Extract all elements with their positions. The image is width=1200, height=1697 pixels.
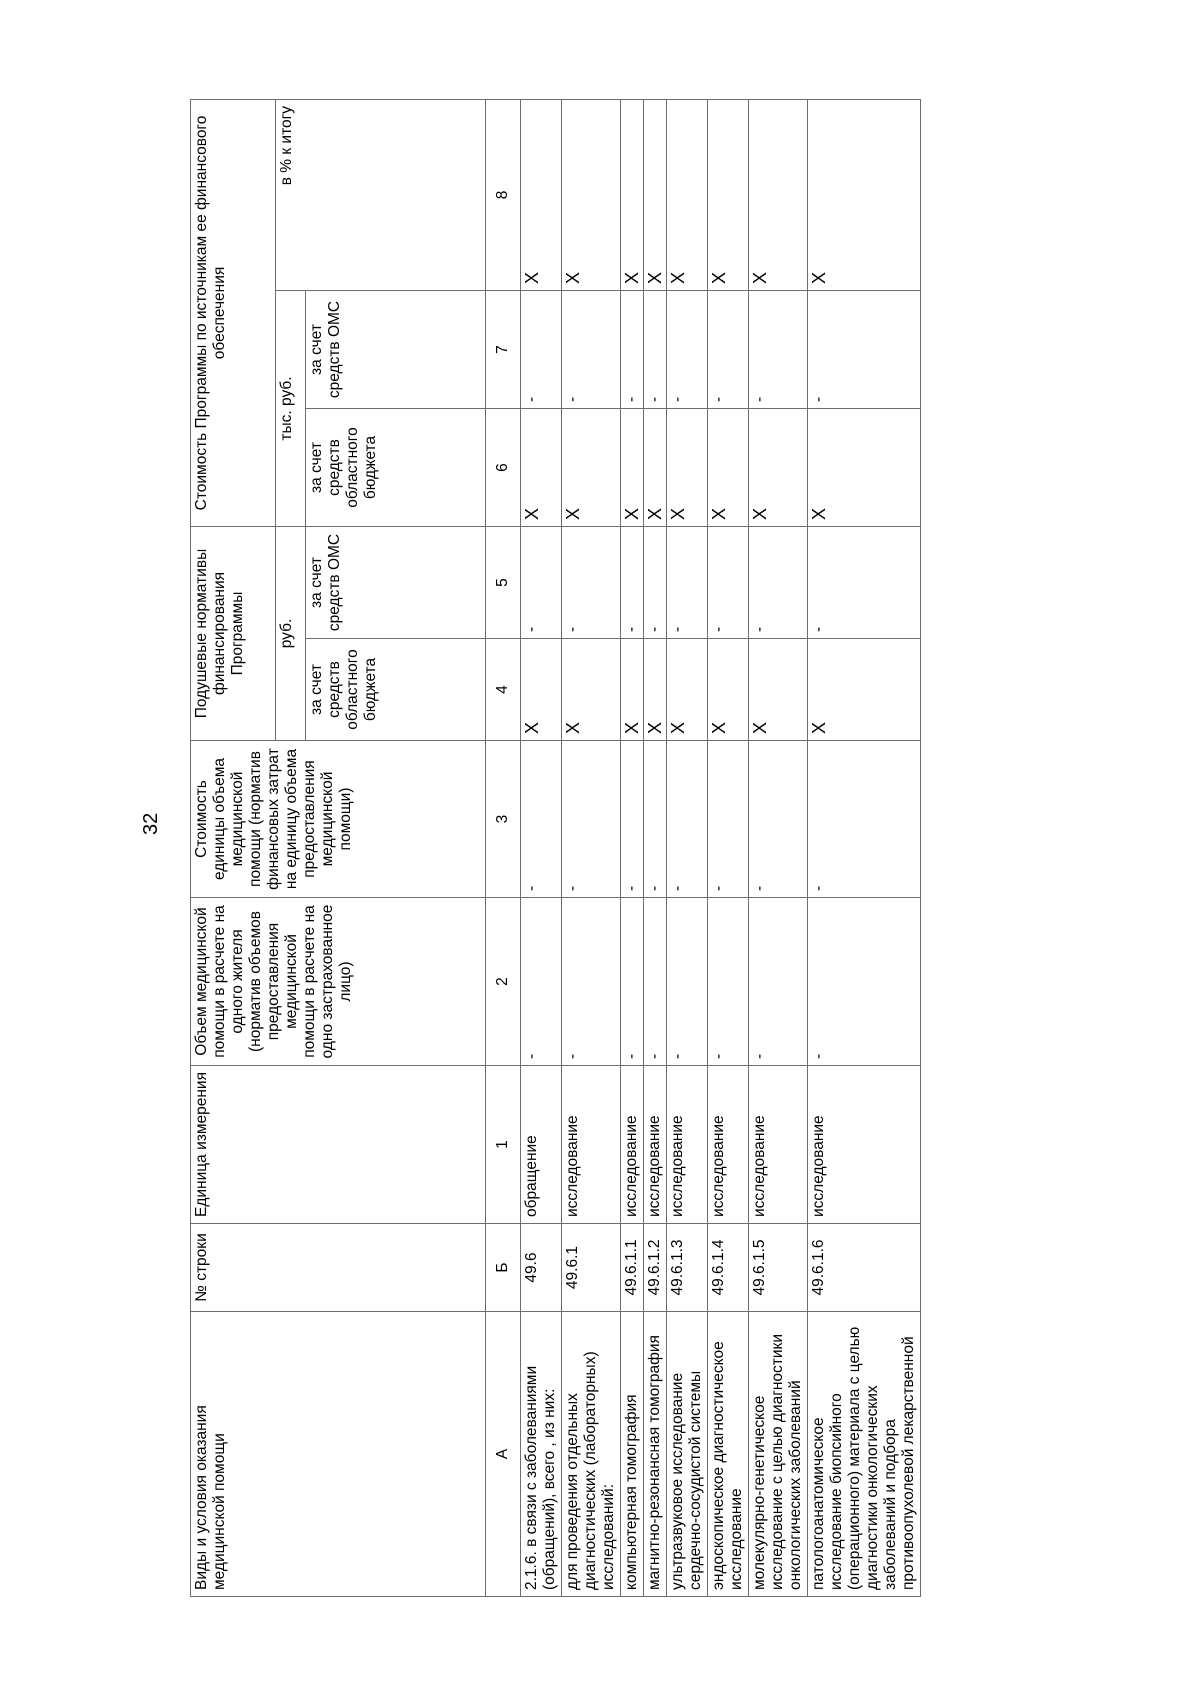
row-percent: X — [808, 99, 921, 290]
row-per-capita-oms: - — [562, 527, 621, 639]
row-cost-budget: X — [562, 409, 621, 527]
row-unit: исследование — [708, 1066, 749, 1224]
row-name: магнитно-резонансная томография — [644, 1312, 667, 1597]
header-percent-total: в % к итогу — [276, 99, 486, 290]
row-cost-oms: - — [621, 291, 644, 409]
row-per-capita-budget: X — [708, 639, 749, 741]
row-percent: X — [749, 99, 808, 290]
row-unit: исследование — [644, 1066, 667, 1224]
row-unit-cost: - — [644, 741, 667, 898]
column-number: 5 — [486, 527, 521, 639]
row-code: 49.6.1.2 — [644, 1224, 667, 1312]
row-name: молекулярно-генетическое исследование с целью диагностики онкологических заболеваний — [749, 1312, 808, 1597]
row-percent: X — [667, 99, 708, 290]
column-number: 8 — [486, 99, 521, 290]
row-name: ультразвуковое исследование сердечно-сосудистой системы — [667, 1312, 708, 1597]
row-name: для проведения отдельных диагностических (лабораторных) исследований: — [562, 1312, 621, 1597]
row-name: эндоскопическое диагностическое исследование — [708, 1312, 749, 1597]
row-percent: X — [621, 99, 644, 290]
table-row — [562, 99, 621, 1596]
row-code: 49.6.1 — [562, 1224, 621, 1312]
column-number: 4 — [486, 639, 521, 741]
row-volume: - — [808, 898, 921, 1066]
table-container — [190, 100, 1124, 1597]
header-per-capita-budget: за счет средств областного бюджета — [306, 639, 486, 741]
row-unit-cost: - — [708, 741, 749, 898]
row-cost-budget: X — [521, 409, 562, 527]
row-per-capita-oms: - — [808, 527, 921, 639]
table-row — [708, 99, 749, 1596]
row-code: 49.6.1.5 — [749, 1224, 808, 1312]
row-code: 49.6 — [521, 1224, 562, 1312]
row-unit-cost: - — [621, 741, 644, 898]
row-unit: исследование — [621, 1066, 644, 1224]
row-per-capita-oms: - — [749, 527, 808, 639]
column-number: 6 — [486, 409, 521, 527]
column-number: 7 — [486, 291, 521, 409]
row-unit: исследование — [808, 1066, 921, 1224]
table-row — [644, 99, 667, 1596]
header-cost-oms: за счет средств ОМС — [306, 291, 486, 409]
row-per-capita-budget: X — [667, 639, 708, 741]
table-row — [667, 99, 708, 1596]
row-percent: X — [644, 99, 667, 290]
table-row — [621, 99, 644, 1596]
financing-table — [190, 99, 921, 1597]
row-name: компьютерная томография — [621, 1312, 644, 1597]
row-unit-cost: - — [562, 741, 621, 898]
column-number: 3 — [486, 741, 521, 898]
row-name: 2.1.6. в связи с заболеваниями (обращений), всего , из них: — [521, 1312, 562, 1597]
row-code: 49.6.1.6 — [808, 1224, 921, 1312]
column-number: 1 — [486, 1066, 521, 1224]
row-code: 49.6.1.1 — [621, 1224, 644, 1312]
row-cost-oms: - — [562, 291, 621, 409]
column-number: 2 — [486, 898, 521, 1066]
row-per-capita-budget: X — [621, 639, 644, 741]
row-per-capita-budget: X — [808, 639, 921, 741]
row-cost-oms: - — [667, 291, 708, 409]
row-unit: исследование — [749, 1066, 808, 1224]
row-per-capita-oms: - — [621, 527, 644, 639]
row-unit-cost: - — [808, 741, 921, 898]
row-volume: - — [621, 898, 644, 1066]
row-cost-budget: X — [621, 409, 644, 527]
row-unit-cost: - — [749, 741, 808, 898]
row-per-capita-oms: - — [708, 527, 749, 639]
row-code: 49.6.1.3 — [667, 1224, 708, 1312]
row-cost-budget: X — [708, 409, 749, 527]
header-kinds: Виды и условия оказания медицинской помощи — [191, 1312, 486, 1597]
table-row — [808, 99, 921, 1596]
row-cost-budget: X — [749, 409, 808, 527]
row-name: патологоанатомическое исследование биопсийного (операционного) материала с целью диагностики онкологических заболеваний и подбора противоопухолевой лекарственной — [808, 1312, 921, 1597]
header-row-number: № строки — [191, 1224, 486, 1312]
header-unit: Единица измерения — [191, 1066, 486, 1224]
header-per-capita: Подушевые нормативы финансирования Программы — [191, 527, 276, 741]
row-code: 49.6.1.4 — [708, 1224, 749, 1312]
column-number: А — [486, 1312, 521, 1597]
row-percent: X — [521, 99, 562, 290]
row-volume: - — [667, 898, 708, 1066]
row-cost-oms: - — [644, 291, 667, 409]
row-unit-cost: - — [521, 741, 562, 898]
row-cost-budget: X — [644, 409, 667, 527]
row-cost-oms: - — [808, 291, 921, 409]
column-numbers-row — [486, 99, 521, 1596]
header-unit-cost: Стоимость единицы объема медицинской помощи (норматив финансовых затрат на единицу объема предоставления медицинской помощи) — [191, 741, 486, 898]
page-number: 32 — [140, 812, 162, 835]
row-cost-oms: - — [749, 291, 808, 409]
row-cost-budget: X — [667, 409, 708, 527]
row-per-capita-budget: X — [521, 639, 562, 741]
row-per-capita-budget: X — [562, 639, 621, 741]
row-cost-budget: X — [808, 409, 921, 527]
row-unit: обращение — [521, 1066, 562, 1224]
row-unit: исследование — [667, 1066, 708, 1224]
row-percent: X — [708, 99, 749, 290]
row-volume: - — [749, 898, 808, 1066]
header-per-capita-oms: за счет средств ОМС — [306, 527, 486, 639]
row-per-capita-budget: X — [749, 639, 808, 741]
row-per-capita-budget: X — [644, 639, 667, 741]
row-volume: - — [562, 898, 621, 1066]
row-cost-oms: - — [521, 291, 562, 409]
row-per-capita-oms: - — [521, 527, 562, 639]
row-unit-cost: - — [667, 741, 708, 898]
row-unit: исследование — [562, 1066, 621, 1224]
header-program-cost: Стоимость Программы по источникам ее финансового обеспечения — [191, 99, 276, 526]
header-cost-budget: за счет средств областного бюджета — [306, 409, 486, 527]
row-volume: - — [644, 898, 667, 1066]
row-cost-oms: - — [708, 291, 749, 409]
header-volume: Объем медицинской помощи в расчете на одного жителя (норматив объемов предоставления медицинской помощи в расчете на одно застрахованное лицо) — [191, 898, 486, 1066]
table-row — [521, 99, 562, 1596]
row-volume: - — [708, 898, 749, 1066]
header-unit-rub: руб. — [276, 527, 306, 741]
row-percent: X — [562, 99, 621, 290]
column-number: Б — [486, 1224, 521, 1312]
table-row — [749, 99, 808, 1596]
row-per-capita-oms: - — [667, 527, 708, 639]
header-unit-thousand-rub: тыс. руб. — [276, 291, 306, 527]
row-volume: - — [521, 898, 562, 1066]
row-per-capita-oms: - — [644, 527, 667, 639]
